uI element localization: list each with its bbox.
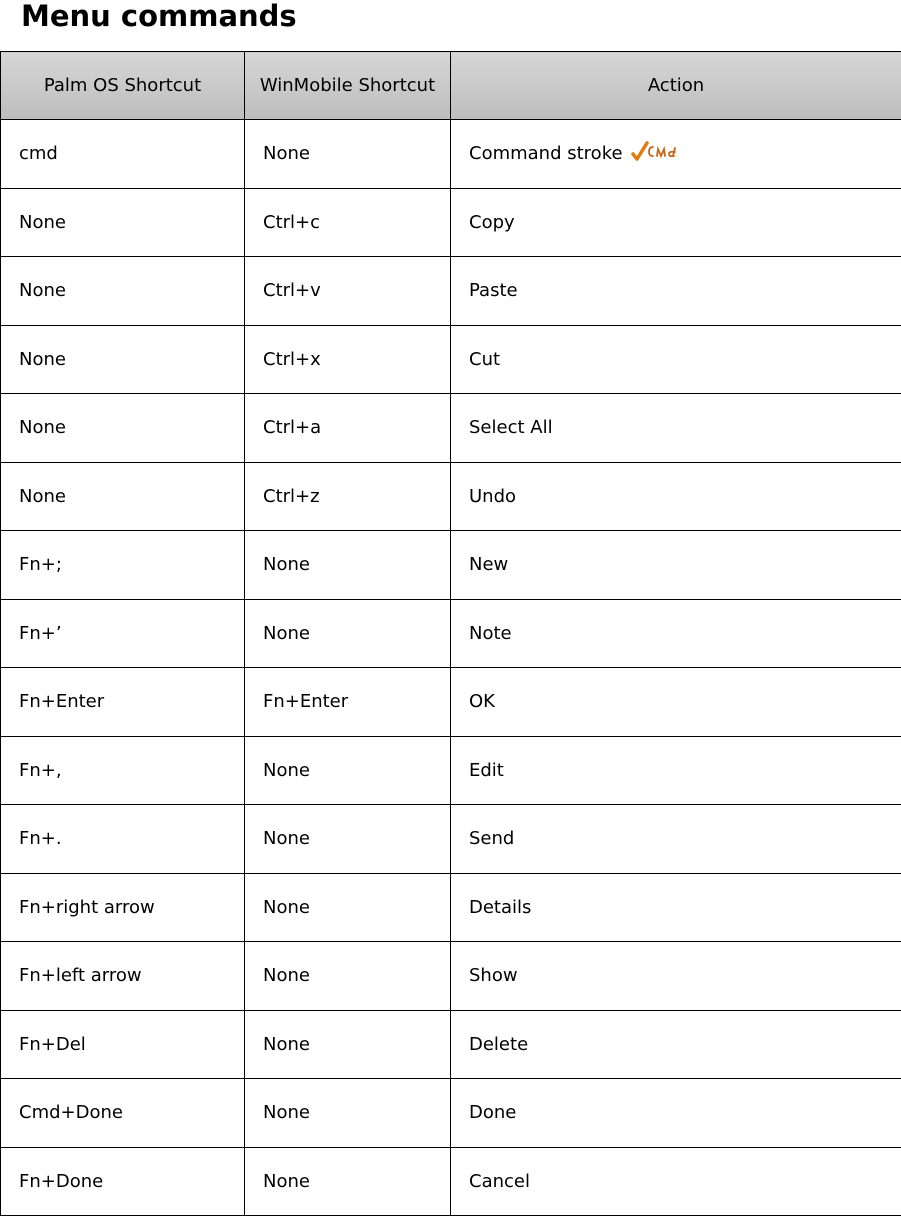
winmobile-shortcut-cell: Ctrl+x <box>245 325 451 394</box>
page-title: Menu commands <box>21 0 297 36</box>
winmobile-shortcut-cell: Ctrl+a <box>245 394 451 463</box>
table-row <box>1 394 901 463</box>
action-cell <box>451 394 901 463</box>
palm-shortcut-cell: None <box>1 462 245 531</box>
palm-shortcut-cell: Fn+Enter <box>1 668 245 737</box>
action-label: Paste <box>469 280 518 301</box>
action-cell <box>451 1147 901 1216</box>
palm-shortcut-cell: None <box>1 394 245 463</box>
winmobile-shortcut-cell: Fn+Enter <box>245 668 451 737</box>
winmobile-shortcut-cell: None <box>245 1010 451 1079</box>
table-row <box>1 1079 901 1148</box>
table-row <box>1 668 901 737</box>
cmd-stroke-icon <box>631 139 695 163</box>
palm-shortcut-cell: cmd <box>1 120 245 189</box>
table-row <box>1 531 901 600</box>
table-row <box>1 188 901 257</box>
action-cell <box>451 736 901 805</box>
winmobile-shortcut-cell: Ctrl+c <box>245 188 451 257</box>
winmobile-shortcut-cell: None <box>245 1147 451 1216</box>
action-label: Send <box>469 828 514 849</box>
palm-shortcut-cell: Fn+. <box>1 805 245 874</box>
action-cell <box>451 257 901 326</box>
winmobile-shortcut-cell: None <box>245 1079 451 1148</box>
palm-shortcut-cell: None <box>1 257 245 326</box>
menu-commands-table <box>0 51 901 1216</box>
table-row <box>1 942 901 1011</box>
action-label: Command stroke <box>469 143 623 164</box>
winmobile-shortcut-cell: None <box>245 736 451 805</box>
action-label: Copy <box>469 212 515 233</box>
winmobile-shortcut-cell: None <box>245 873 451 942</box>
table-row <box>1 462 901 531</box>
palm-shortcut-cell: None <box>1 325 245 394</box>
table-header-row <box>1 52 901 120</box>
action-label: Undo <box>469 486 516 507</box>
palm-shortcut-cell: Fn+’ <box>1 599 245 668</box>
action-label: OK <box>469 691 495 712</box>
action-cell <box>451 120 901 189</box>
palm-shortcut-cell: Fn+; <box>1 531 245 600</box>
action-cell <box>451 805 901 874</box>
action-cell <box>451 599 901 668</box>
table-row <box>1 1010 901 1079</box>
table-row <box>1 873 901 942</box>
table-row <box>1 120 901 189</box>
header-action: Action <box>451 52 901 120</box>
action-label: New <box>469 554 508 575</box>
table-row <box>1 257 901 326</box>
winmobile-shortcut-cell: None <box>245 599 451 668</box>
winmobile-shortcut-cell: None <box>245 805 451 874</box>
palm-shortcut-cell: Fn+right arrow <box>1 873 245 942</box>
table-row <box>1 1147 901 1216</box>
action-cell <box>451 188 901 257</box>
header-winmobile-shortcut: WinMobile Shortcut <box>245 52 451 120</box>
action-label: Show <box>469 965 518 986</box>
winmobile-shortcut-cell: None <box>245 120 451 189</box>
action-label: Edit <box>469 760 504 781</box>
action-label: Cut <box>469 349 500 370</box>
action-cell <box>451 873 901 942</box>
winmobile-shortcut-cell: None <box>245 942 451 1011</box>
header-palm-shortcut: Palm OS Shortcut <box>1 52 245 120</box>
action-cell <box>451 325 901 394</box>
action-cell <box>451 1010 901 1079</box>
action-label: Details <box>469 897 531 918</box>
action-label: Note <box>469 623 512 644</box>
palm-shortcut-cell: Fn+, <box>1 736 245 805</box>
action-cell <box>451 942 901 1011</box>
action-label: Cancel <box>469 1171 530 1192</box>
action-cell <box>451 531 901 600</box>
action-label: Select All <box>469 417 553 438</box>
winmobile-shortcut-cell: Ctrl+z <box>245 462 451 531</box>
palm-shortcut-cell: Fn+Done <box>1 1147 245 1216</box>
action-label: Delete <box>469 1034 528 1055</box>
action-cell <box>451 1079 901 1148</box>
palm-shortcut-cell: Fn+Del <box>1 1010 245 1079</box>
action-cell <box>451 462 901 531</box>
action-cell <box>451 668 901 737</box>
table-row <box>1 736 901 805</box>
winmobile-shortcut-cell: None <box>245 531 451 600</box>
table-row <box>1 599 901 668</box>
action-label: Done <box>469 1102 516 1123</box>
table-row <box>1 805 901 874</box>
table-row <box>1 325 901 394</box>
winmobile-shortcut-cell: Ctrl+v <box>245 257 451 326</box>
palm-shortcut-cell: Cmd+Done <box>1 1079 245 1148</box>
palm-shortcut-cell: None <box>1 188 245 257</box>
palm-shortcut-cell: Fn+left arrow <box>1 942 245 1011</box>
table-body <box>1 120 901 1216</box>
